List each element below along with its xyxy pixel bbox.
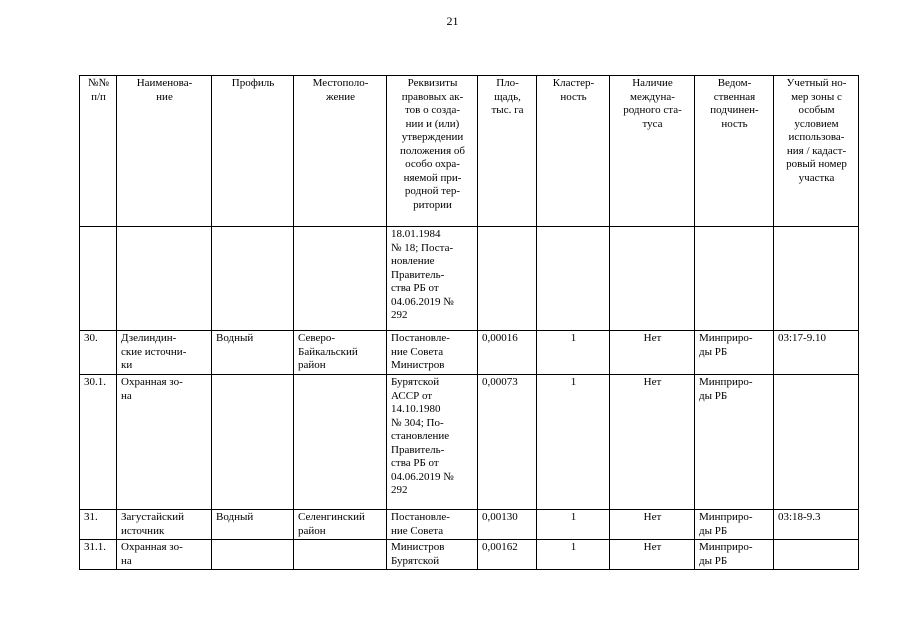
cell-number: 30.1. — [80, 375, 117, 510]
cell-area: 0,00162 — [478, 540, 537, 570]
cell-international-status: Нет — [610, 331, 695, 375]
cell-legal-acts: Постановле- ние Совета Министров — [387, 331, 478, 375]
table-row — [80, 227, 859, 331]
cell-international-status: Нет — [610, 510, 695, 540]
cell-location — [294, 227, 387, 331]
header-international-status: Наличие междуна- родного ста- туса — [610, 76, 695, 227]
cell-international-status: Нет — [610, 375, 695, 510]
cell-international-status — [610, 227, 695, 331]
cell-name: Охранная зо- на — [117, 375, 212, 510]
cell-name: Охранная зо- на — [117, 540, 212, 570]
cell-area: 0,00130 — [478, 510, 537, 540]
cell-department — [695, 227, 774, 331]
table-row — [80, 375, 859, 510]
cell-clustering: 1 — [537, 375, 610, 510]
cell-registration-number — [774, 375, 859, 510]
cell-registration-number — [774, 540, 859, 570]
cell-registration-number: 03:17-9.10 — [774, 331, 859, 375]
cell-legal-acts: Постановле- ние Совета — [387, 510, 478, 540]
header-registration-number: Учетный но- мер зоны с особым условием использова- ния / кадаст- ровый номер участка — [774, 76, 859, 227]
table-row — [80, 510, 859, 540]
header-department: Ведом- ственная подчинен- ность — [695, 76, 774, 227]
cell-area: 0,00073 — [478, 375, 537, 510]
cell-area: 0,00016 — [478, 331, 537, 375]
cell-legal-acts: Бурятской АССР от 14.10.1980 № 304; По- становление Правитель- ства РБ от 04.06.2019 № 292 — [387, 375, 478, 510]
header-profile: Профиль — [212, 76, 294, 227]
table-header-row — [80, 76, 859, 227]
cell-name: Загустайский источник — [117, 510, 212, 540]
header-name: Наименова- ние — [117, 76, 212, 227]
cell-clustering: 1 — [537, 331, 610, 375]
cell-profile: Водный — [212, 510, 294, 540]
table-row — [80, 540, 859, 570]
cell-registration-number: 03:18-9.3 — [774, 510, 859, 540]
cell-name — [117, 227, 212, 331]
cell-legal-acts: 18.01.1984 № 18; Поста- новление Правитель- ства РБ от 04.06.2019 № 292 — [387, 227, 478, 331]
cell-number: 31. — [80, 510, 117, 540]
cell-department: Минприро- ды РБ — [695, 510, 774, 540]
cell-registration-number — [774, 227, 859, 331]
cell-area — [478, 227, 537, 331]
header-area: Пло- щадь, тыс. га — [478, 76, 537, 227]
cell-location — [294, 375, 387, 510]
header-location: Местополо- жение — [294, 76, 387, 227]
cell-clustering: 1 — [537, 540, 610, 570]
page-number: 21 — [446, 14, 459, 28]
cell-location — [294, 540, 387, 570]
cell-name: Дзелиндин- ские источни- ки — [117, 331, 212, 375]
cell-profile — [212, 375, 294, 510]
cell-location: Северо- Байкальский район — [294, 331, 387, 375]
cell-international-status: Нет — [610, 540, 695, 570]
cell-profile — [212, 227, 294, 331]
cell-department: Минприро- ды РБ — [695, 375, 774, 510]
cell-number: 31.1. — [80, 540, 117, 570]
cell-legal-acts: Министров Бурятской — [387, 540, 478, 570]
table-row — [80, 331, 859, 375]
cell-department: Минприро- ды РБ — [695, 331, 774, 375]
cell-clustering: 1 — [537, 510, 610, 540]
register-table — [79, 75, 859, 570]
cell-profile: Водный — [212, 331, 294, 375]
cell-number — [80, 227, 117, 331]
header-legal-acts: Реквизиты правовых ак- тов о созда- нии и (или) утверждении положения об особо охра- няемой при- родной тер- ритории — [387, 76, 478, 227]
cell-number: 30. — [80, 331, 117, 375]
header-number: №№ п/п — [80, 76, 117, 227]
header-clustering: Кластер- ность — [537, 76, 610, 227]
cell-location: Селенгинский район — [294, 510, 387, 540]
cell-profile — [212, 540, 294, 570]
cell-clustering — [537, 227, 610, 331]
cell-department: Минприро- ды РБ — [695, 540, 774, 570]
